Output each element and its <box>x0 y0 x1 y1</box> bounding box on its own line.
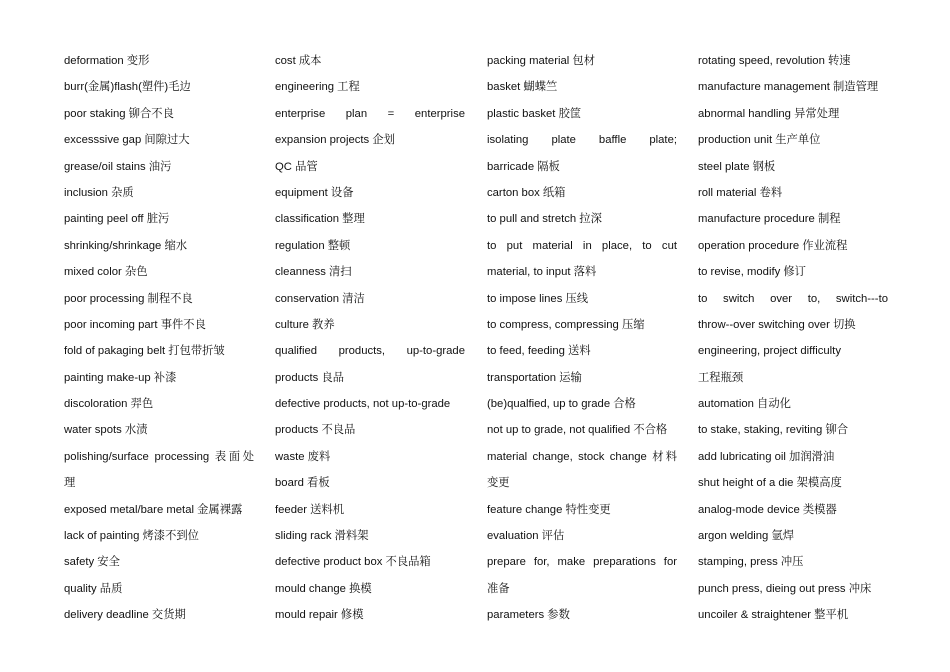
glossary-entry: mould repair 修模 <box>275 609 364 622</box>
glossary-entry: expansion projects 企划 <box>275 134 395 147</box>
glossary-entry: regulation 整顿 <box>275 239 351 252</box>
glossary-entry: culture 教养 <box>275 318 335 331</box>
glossary-entry: manufacture management 制造管理 <box>698 81 879 94</box>
glossary-column-2 <box>275 48 465 629</box>
glossary-entry: waste 废料 <box>275 450 331 463</box>
glossary-entry: roll material 卷料 <box>698 186 783 199</box>
glossary-entry: steel plate 钢板 <box>698 160 776 173</box>
glossary-entry: engineering 工程 <box>275 81 360 94</box>
glossary-entry: packing material 包材 <box>487 55 595 67</box>
glossary-entry: poor incoming part 事件不良 <box>64 318 206 331</box>
glossary-entry: evaluation 评估 <box>487 530 565 543</box>
glossary-entry: parameters 参数 <box>487 609 570 622</box>
glossary-entry: transportation 运输 <box>487 371 582 384</box>
glossary-entry: board 看板 <box>275 477 330 490</box>
glossary-entry: to switch over to, switch---to <box>698 292 888 305</box>
glossary-entry: argon welding 氩焊 <box>698 530 795 543</box>
glossary-entry: classification 整理 <box>275 213 365 226</box>
glossary-entry: products 不良品 <box>275 424 356 437</box>
glossary-entry: shrinking/shrinkage 缩水 <box>64 239 188 252</box>
glossary-entry: deformation 变形 <box>64 55 150 67</box>
glossary-entry: cleanness 清扫 <box>275 266 352 279</box>
glossary-entry: to pull and stretch 拉深 <box>487 213 602 226</box>
glossary-entry: prepare for, make preparations for <box>487 556 677 569</box>
glossary-entry: products 良品 <box>275 371 345 384</box>
glossary-entry: water spots 水渍 <box>64 424 148 437</box>
glossary-entry: throw--over switching over 切换 <box>698 318 856 331</box>
glossary-entry: to put material in place, to cut <box>487 239 677 252</box>
glossary-entry: to impose lines 压线 <box>487 292 589 305</box>
glossary-entry: to stake, staking, reviting 铆合 <box>698 424 849 437</box>
glossary-entry: fold of pakaging belt 打包带折皱 <box>64 345 225 358</box>
glossary-entry: barricade 隔板 <box>487 160 560 173</box>
glossary-entry: lack of painting 烤漆不到位 <box>64 530 199 543</box>
glossary-entry: to revise, modify 修订 <box>698 266 806 279</box>
glossary-entry: grease/oil stains 油污 <box>64 160 172 173</box>
glossary-entry: 变更 <box>487 477 510 490</box>
glossary-entry: mould change 换模 <box>275 582 372 595</box>
glossary-entry: production unit 生产单位 <box>698 134 821 147</box>
glossary-entry: 理 <box>64 477 76 490</box>
glossary-entry: safety 安全 <box>64 556 120 569</box>
glossary-entry: shut height of a die 架模高度 <box>698 477 842 490</box>
glossary-entry: material, to input 落料 <box>487 266 597 279</box>
glossary-entry: discoloration 羿色 <box>64 398 154 411</box>
glossary-entry: poor staking 铆合不良 <box>64 107 174 120</box>
glossary-entry: feeder 送料机 <box>275 503 345 516</box>
glossary-entry: 准备 <box>487 582 510 595</box>
glossary-entry: punch press, dieing out press 冲床 <box>698 582 872 595</box>
glossary-entry: analog-mode device 类模器 <box>698 503 837 516</box>
glossary-entry: burr(金属)flash(塑件)毛边 <box>64 81 191 94</box>
glossary-entry: painting make-up 补漆 <box>64 371 177 384</box>
glossary-entry: painting peel off 脏污 <box>64 213 170 226</box>
glossary-entry: material change, stock change 材料 <box>487 450 677 463</box>
glossary-entry: not up to grade, not qualified 不合格 <box>487 424 668 437</box>
glossary-entry: poor processing 制程不良 <box>64 292 193 305</box>
glossary-entry: mixed color 杂色 <box>64 266 148 279</box>
glossary-entry: stamping, press 冲压 <box>698 556 804 569</box>
glossary-entry: add lubricating oil 加润滑油 <box>698 450 835 463</box>
glossary-entry: equipment 设备 <box>275 186 354 199</box>
glossary-entry: uncoiler & straightener 整平机 <box>698 609 849 622</box>
glossary-entry: conservation 清洁 <box>275 292 365 305</box>
glossary-entry: to compress, compressing 压缩 <box>487 318 645 331</box>
glossary-entry: exposed metal/bare metal 金属裸露 <box>64 503 243 516</box>
glossary-entry: plastic basket 胶筐 <box>487 107 582 120</box>
glossary-entry: polishing/surface processing 表面处 <box>64 450 254 463</box>
glossary-entry: to feed, feeding 送料 <box>487 345 591 358</box>
glossary-column-1 <box>64 48 254 629</box>
glossary-entry: enterprise plan = enterprise <box>275 107 465 120</box>
glossary-entry: defective products, not up-to-grade <box>275 398 451 411</box>
glossary-entry: sliding rack 滑料架 <box>275 530 369 543</box>
glossary-column-3 <box>487 48 677 629</box>
glossary-entry: QC 品管 <box>275 160 318 173</box>
glossary-entry: operation procedure 作业流程 <box>698 239 848 252</box>
glossary-entry: abnormal handling 异常处理 <box>698 107 840 120</box>
glossary-entry: engineering, project difficulty <box>698 345 841 358</box>
glossary-entry: delivery deadline 交货期 <box>64 609 186 622</box>
glossary-entry: cost 成本 <box>275 55 322 67</box>
glossary-entry: inclusion 杂质 <box>64 186 134 199</box>
glossary-entry: manufacture procedure 制程 <box>698 213 841 226</box>
glossary-entry: 工程瓶颈 <box>698 371 744 384</box>
glossary-entry: rotating speed, revolution 转速 <box>698 55 851 67</box>
glossary-entry: feature change 特性变更 <box>487 503 611 516</box>
glossary-entry: qualified products, up-to-grade <box>275 345 465 358</box>
glossary-entry: carton box 纸箱 <box>487 186 566 199</box>
glossary-entry: basket 蝴蝶竺 <box>487 81 558 94</box>
glossary-column-4 <box>698 48 888 629</box>
glossary-entry: excesssive gap 间隙过大 <box>64 134 190 147</box>
glossary-entry: defective product box 不良品箱 <box>275 556 431 569</box>
glossary-entry: automation 自动化 <box>698 398 791 411</box>
glossary-entry: isolating plate baffle plate; <box>487 134 677 147</box>
glossary-entry: quality 品质 <box>64 582 123 595</box>
glossary-entry: (be)qualfied, up to grade 合格 <box>487 398 636 411</box>
